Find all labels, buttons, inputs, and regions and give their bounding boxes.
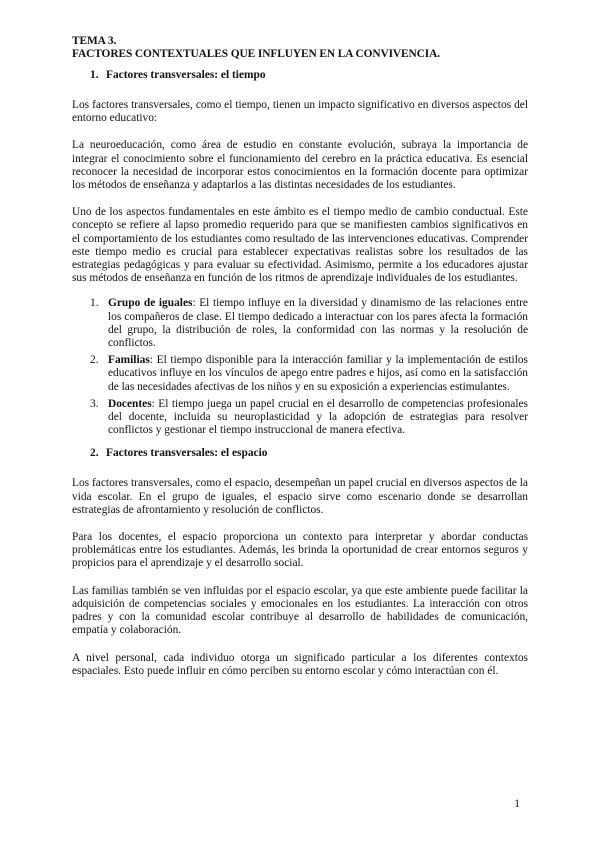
- list-item-number: 2.: [90, 354, 99, 367]
- section-1-title: Factores transversales: el tiempo: [106, 69, 266, 81]
- list-item: [72, 297, 528, 350]
- tema-label: TEMA 3.: [72, 35, 117, 47]
- section-2-heading: [90, 447, 528, 460]
- section-2-title: Factores transversales: el espacio: [106, 447, 268, 460]
- paragraph: Los factores transversales, como el espacio, desempeñan un papel crucial en diversos aspectos de la vida escolar. En el grupo de iguales, el espacio sirve como escenario donde se desarrollan estrategias de afrontamiento y resolución de conflictos.: [72, 477, 528, 516]
- paragraph: Uno de los aspectos fundamentales en este ámbito es el tiempo medio de cambio conductual. Este concepto se refiere al lapso promedio requerido para que se manifiesten cambios significativos en el comportamiento de los estudiantes como resultado de las intervenciones educativas. Comprender este tiempo medio es crucial para establecer expectativas realistas sobre los resultados de las estrategias pedagógicas y para evaluar su efectividad. Asimismo, permite a los educadores ajustar sus métodos de enseñanza en función de los ritmos de aprendizaje individuales de los estudiantes.: [72, 206, 528, 285]
- list-item-term: Familias: [108, 354, 150, 367]
- list-item-term: Docentes: [108, 397, 152, 410]
- section-1-number: 1.: [90, 69, 99, 81]
- list-item-term: Grupo de iguales: [108, 297, 193, 310]
- paragraph: La neuroeducación, como área de estudio en constante evolución, subraya la importancia de integrar el conocimiento sobre el funcionamiento del cerebro en la práctica educativa. Es esencial reconocer la necesidad de incorporar estos conocimientos en la formación docente para optimizar los métodos de enseñanza y adaptarlos a las distintas necesidades de los estudiantes.: [72, 139, 528, 192]
- paragraph: Los factores transversales, como el tiempo, tienen un impacto significativo en diversos aspectos del entorno educativo:: [72, 99, 528, 125]
- paragraph: Las familias también se ven influidas por el espacio escolar, ya que este ambiente puede facilitar la adquisición de competencias sociales y emocionales en los estudiantes. La interacción con otros padres y con la comunidad escolar contribuye al desarrollo de habilidades de comunicación, empatía y colaboración.: [72, 584, 528, 637]
- document-title: FACTORES CONTEXTUALES QUE INFLUYEN EN LA CONVIVENCIA.: [72, 48, 441, 60]
- list-item: [72, 354, 528, 394]
- section-1-heading: [90, 69, 528, 82]
- list-item-text: : El tiempo influye en la diversidad y dinamismo de las relaciones entre los compañeros de clase. El tiempo dedicado a interactuar con los pares afecta la formación del grupo, la distribución de roles, la conformidad con las normas y la resolución de conflictos.: [108, 297, 528, 350]
- paragraph: Para los docentes, el espacio proporciona un contexto para interpretar y abordar conductas problemáticas entre los estudiantes. Además, les brinda la oportunidad de crear entornos seguros y propicios para el aprendizaje y el desarrollo social.: [72, 531, 528, 570]
- list-item: [72, 398, 528, 438]
- list-item-number: 1.: [90, 297, 99, 310]
- list-item-text: : El tiempo disponible para la interacción familiar y la implementación de estilos educativos influye en los vínculos de apego entre padres e hijos, así como en la satisfacción de las necesidades afectivas de los niños y en su exposición a experiencias estimulantes.: [108, 354, 528, 393]
- section-2-number: 2.: [90, 447, 99, 460]
- document-page: [72, 35, 528, 678]
- page-number: 1: [514, 798, 520, 810]
- paragraph: A nivel personal, cada individuo otorga un significado particular a los diferentes contextos espaciales. Esto puede influir en cómo perciben su entorno escolar y cómo interactúan con él.: [72, 651, 528, 677]
- list-item-text: : El tiempo juega un papel crucial en el desarrollo de competencias profesionales del docente, incluida su neuroplasticidad y la adopción de estrategias para resolver conflictos y gestionar el tiempo instruccional de manera efectiva.: [108, 397, 528, 437]
- list-item-number: 3.: [90, 397, 99, 410]
- factors-list: [72, 297, 528, 437]
